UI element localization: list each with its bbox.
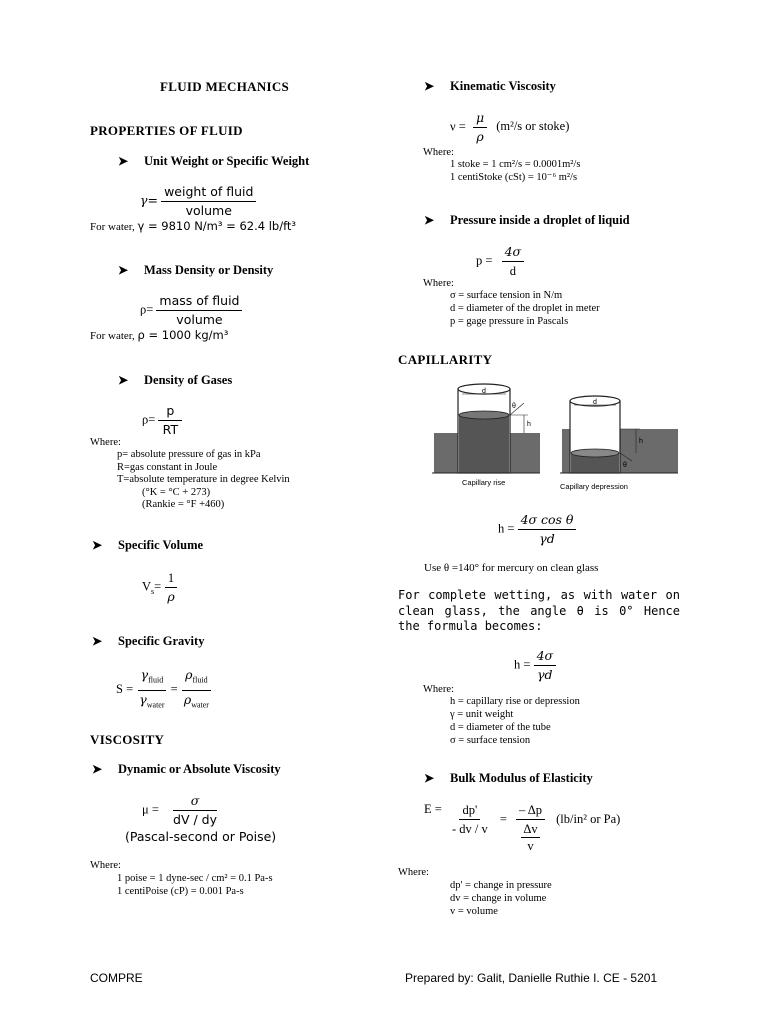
- denominator: ρ: [183, 691, 192, 707]
- denominator: d: [509, 264, 516, 278]
- numerator: 1: [165, 570, 177, 588]
- numerator: mass of fluid: [156, 293, 242, 311]
- capillary-where-line: h = capillary rise or depression: [450, 696, 580, 707]
- bullet-droplet-pressure: [424, 213, 630, 228]
- note-value: ρ = 1000 kg/m³: [137, 328, 229, 342]
- numerator: 4σ cos θ: [518, 512, 577, 530]
- kinematic-where-line: 1 centiStoke (cSt) = 10⁻⁶ m²/s: [450, 172, 578, 183]
- formula-kinematic-viscosity: [450, 110, 569, 145]
- numerator: μ: [473, 110, 487, 128]
- denominator: dV / dy: [173, 812, 217, 827]
- bullet-arrow-icon: ➤: [92, 634, 103, 648]
- figure-theta-label: θ: [512, 403, 516, 410]
- heading-kinematic-viscosity: Kinematic Viscosity: [450, 79, 556, 93]
- formula-lhs: h =: [514, 657, 531, 672]
- where-label: Where:: [90, 437, 121, 448]
- fraction: [181, 667, 212, 713]
- section-heading-viscosity: VISCOSITY: [90, 732, 165, 747]
- formula-dynamic-viscosity: [142, 793, 220, 828]
- bullet-specific-gravity: [92, 634, 204, 649]
- units: (m²/s or stoke): [496, 119, 570, 134]
- fraction: [158, 403, 182, 438]
- figure-h-label: h: [639, 438, 643, 445]
- formula-lhs: h =: [498, 521, 515, 536]
- subscript: s: [151, 586, 155, 596]
- bullet-arrow-icon: ➤: [118, 263, 129, 277]
- subscript: water: [191, 700, 209, 709]
- heading-bulk-modulus: Bulk Modulus of Elasticity: [450, 771, 593, 785]
- formula-lhs: V: [142, 579, 152, 594]
- bulk-where-line: v = volume: [450, 906, 498, 917]
- formula-gas-density: [142, 403, 182, 438]
- where-label: Where:: [398, 867, 429, 878]
- figure-h-label: h: [527, 421, 531, 428]
- units-dynamic-viscosity: (Pascal-second or Poise): [125, 829, 277, 844]
- bullet-kinematic-viscosity: [424, 79, 556, 94]
- numerator: weight of fluid: [161, 184, 256, 202]
- bullet-arrow-icon: ➤: [118, 373, 129, 387]
- fraction: [518, 512, 577, 547]
- note-prefix: For water,: [90, 221, 138, 233]
- bullet-arrow-icon: ➤: [424, 213, 435, 227]
- formula-droplet-pressure: [476, 244, 524, 279]
- figure-caption-rise: Capillary rise: [462, 478, 506, 487]
- formula-mass-density: [140, 293, 242, 328]
- where-label: Where:: [423, 684, 454, 695]
- numerator: dp': [459, 802, 480, 820]
- units: (lb/in² or Pa): [556, 812, 621, 826]
- bullet-bulk-modulus: [424, 771, 593, 786]
- numerator: 4σ: [502, 244, 525, 262]
- viscosity-where-line: 1 centiPoise (cP) = 0.001 Pa-s: [117, 886, 244, 897]
- mercury-note: Use θ =140° for mercury on clean glass: [424, 562, 599, 574]
- equals: =: [154, 579, 162, 594]
- viscosity-where-line: 1 poise = 1 dyne-sec / cm² = 0.1 Pa-s: [117, 873, 273, 884]
- droplet-where-line: d = diameter of the droplet in meter: [450, 303, 600, 314]
- footer-left: COMPRE: [90, 971, 143, 985]
- bullet-arrow-icon: ➤: [424, 771, 435, 785]
- wetting-paragraph: For complete wetting, as with water on clean glass, the angle θ is 0° Hence the formula becomes:: [398, 588, 680, 633]
- note-prefix: For water,: [90, 330, 138, 342]
- bullet-arrow-icon: ➤: [424, 79, 435, 93]
- bullet-gas-density: [118, 373, 232, 388]
- fraction: [473, 110, 487, 145]
- heading-unit-weight: Unit Weight or Specific Weight: [144, 154, 310, 168]
- note-unit-weight-water: [90, 219, 296, 233]
- note-value: γ = 9810 N/m³ = 62.4 lb/ft³: [137, 219, 297, 233]
- denominator: γd: [537, 667, 553, 682]
- gas-density-where-line: R=gas constant in Joule: [117, 462, 218, 473]
- fraction: [502, 244, 525, 279]
- bullet-unit-weight: [118, 154, 309, 169]
- denominator: ρ: [167, 589, 175, 604]
- capillary-where-line: γ = unit weight: [450, 709, 514, 720]
- formula-lhs: p =: [476, 253, 493, 268]
- formula-lhs: γ=: [140, 192, 158, 208]
- numerator: γ: [140, 667, 149, 682]
- formula-unit-weight: [140, 184, 256, 219]
- formula-lhs: μ =: [142, 802, 159, 817]
- capillary-where-line: d = diameter of the tube: [450, 722, 551, 733]
- bullet-arrow-icon: ➤: [92, 762, 103, 776]
- bullet-arrow-icon: ➤: [118, 154, 129, 168]
- bullet-specific-volume: [92, 538, 203, 553]
- numerator: σ: [173, 793, 218, 811]
- bullet-arrow-icon: ➤: [92, 538, 103, 552]
- denominator: - dv / v: [451, 822, 488, 836]
- heading-mass-density: Mass Density or Density: [144, 263, 274, 277]
- fraction: [170, 793, 220, 828]
- inner-numerator: Δv: [523, 822, 538, 836]
- formula-lhs: ν =: [450, 119, 466, 134]
- formula-specific-volume: [142, 570, 178, 605]
- gas-density-where-line: (°K = °C + 273): [142, 487, 211, 498]
- heading-specific-volume: Specific Volume: [118, 538, 204, 552]
- formula-lhs: S =: [116, 681, 134, 696]
- numerator: p: [158, 403, 182, 421]
- bulk-where-line: dv = change in volume: [450, 893, 547, 904]
- heading-specific-gravity: Specific Gravity: [118, 634, 205, 648]
- note-mass-density-water: [90, 328, 228, 342]
- heading-droplet-pressure: Pressure inside a droplet of liquid: [450, 213, 630, 227]
- bullet-dynamic-viscosity: [92, 762, 281, 777]
- figure-caption-depression: Capillary depression: [560, 482, 628, 491]
- where-label: Where:: [90, 860, 121, 871]
- capillarity-illustration: [432, 381, 680, 493]
- formula-capillary-wetting: [514, 648, 556, 683]
- inner-denominator: v: [527, 839, 534, 853]
- numerator: – Δp: [516, 802, 545, 820]
- fraction: [516, 802, 545, 854]
- fraction: [534, 648, 557, 683]
- where-label: Where:: [423, 147, 454, 158]
- figure-theta-label: θ: [623, 462, 627, 469]
- denominator: γd: [539, 531, 555, 546]
- formula-bulk-modulus: [424, 802, 620, 854]
- gas-density-where-line: (Rankie = °F +460): [142, 499, 225, 510]
- formula-lhs: ρ=: [142, 412, 156, 427]
- subscript: fluid: [192, 675, 208, 685]
- denominator: volume: [185, 203, 232, 218]
- denominator: RT: [162, 422, 179, 437]
- section-heading-properties: PROPERTIES OF FLUID: [90, 123, 243, 138]
- heading-gas-density: Density of Gases: [144, 373, 233, 387]
- numerator: ρ: [185, 667, 193, 682]
- equals: =: [499, 812, 507, 826]
- denominator: γ: [139, 691, 147, 707]
- footer-right: Prepared by: Galit, Danielle Ruthie I. CE - 5201: [405, 971, 658, 985]
- heading-dynamic-viscosity: Dynamic or Absolute Viscosity: [118, 762, 281, 776]
- formula-specific-gravity: [116, 667, 212, 713]
- fraction: [136, 667, 167, 713]
- subscript: water: [146, 700, 165, 709]
- kinematic-where-line: 1 stoke = 1 cm²/s = 0.0001m²/s: [450, 159, 581, 170]
- bullet-mass-density: [118, 263, 273, 278]
- formula-lhs: ρ=: [140, 302, 154, 317]
- page-title: FLUID MECHANICS: [160, 79, 290, 94]
- formula-lhs: E =: [424, 802, 442, 816]
- where-label: Where:: [423, 278, 454, 289]
- droplet-where-line: σ = surface tension in N/m: [450, 290, 563, 301]
- fraction: [156, 293, 242, 328]
- capillarity-figure: [432, 381, 680, 493]
- figure-d-label: d: [482, 388, 486, 395]
- gas-density-where-line: p= absolute pressure of gas in kPa: [117, 449, 261, 460]
- equals: =: [170, 681, 178, 696]
- fraction: [161, 184, 256, 219]
- denominator: volume: [176, 312, 223, 327]
- fraction: [164, 570, 177, 605]
- figure-d-label: d: [593, 399, 597, 406]
- fraction: [449, 802, 491, 837]
- formula-capillary-rise: [498, 512, 576, 547]
- capillary-where-line: σ = surface tension: [450, 735, 531, 746]
- gas-density-where-line: T=absolute temperature in degree Kelvin: [117, 474, 290, 485]
- droplet-where-line: p = gage pressure in Pascals: [450, 316, 569, 327]
- section-heading-capillarity: CAPILLARITY: [398, 352, 493, 367]
- denominator: ρ: [476, 129, 484, 144]
- subscript: fluid: [148, 675, 164, 685]
- bulk-where-line: dp' = change in pressure: [450, 880, 552, 891]
- numerator: 4σ: [534, 648, 557, 666]
